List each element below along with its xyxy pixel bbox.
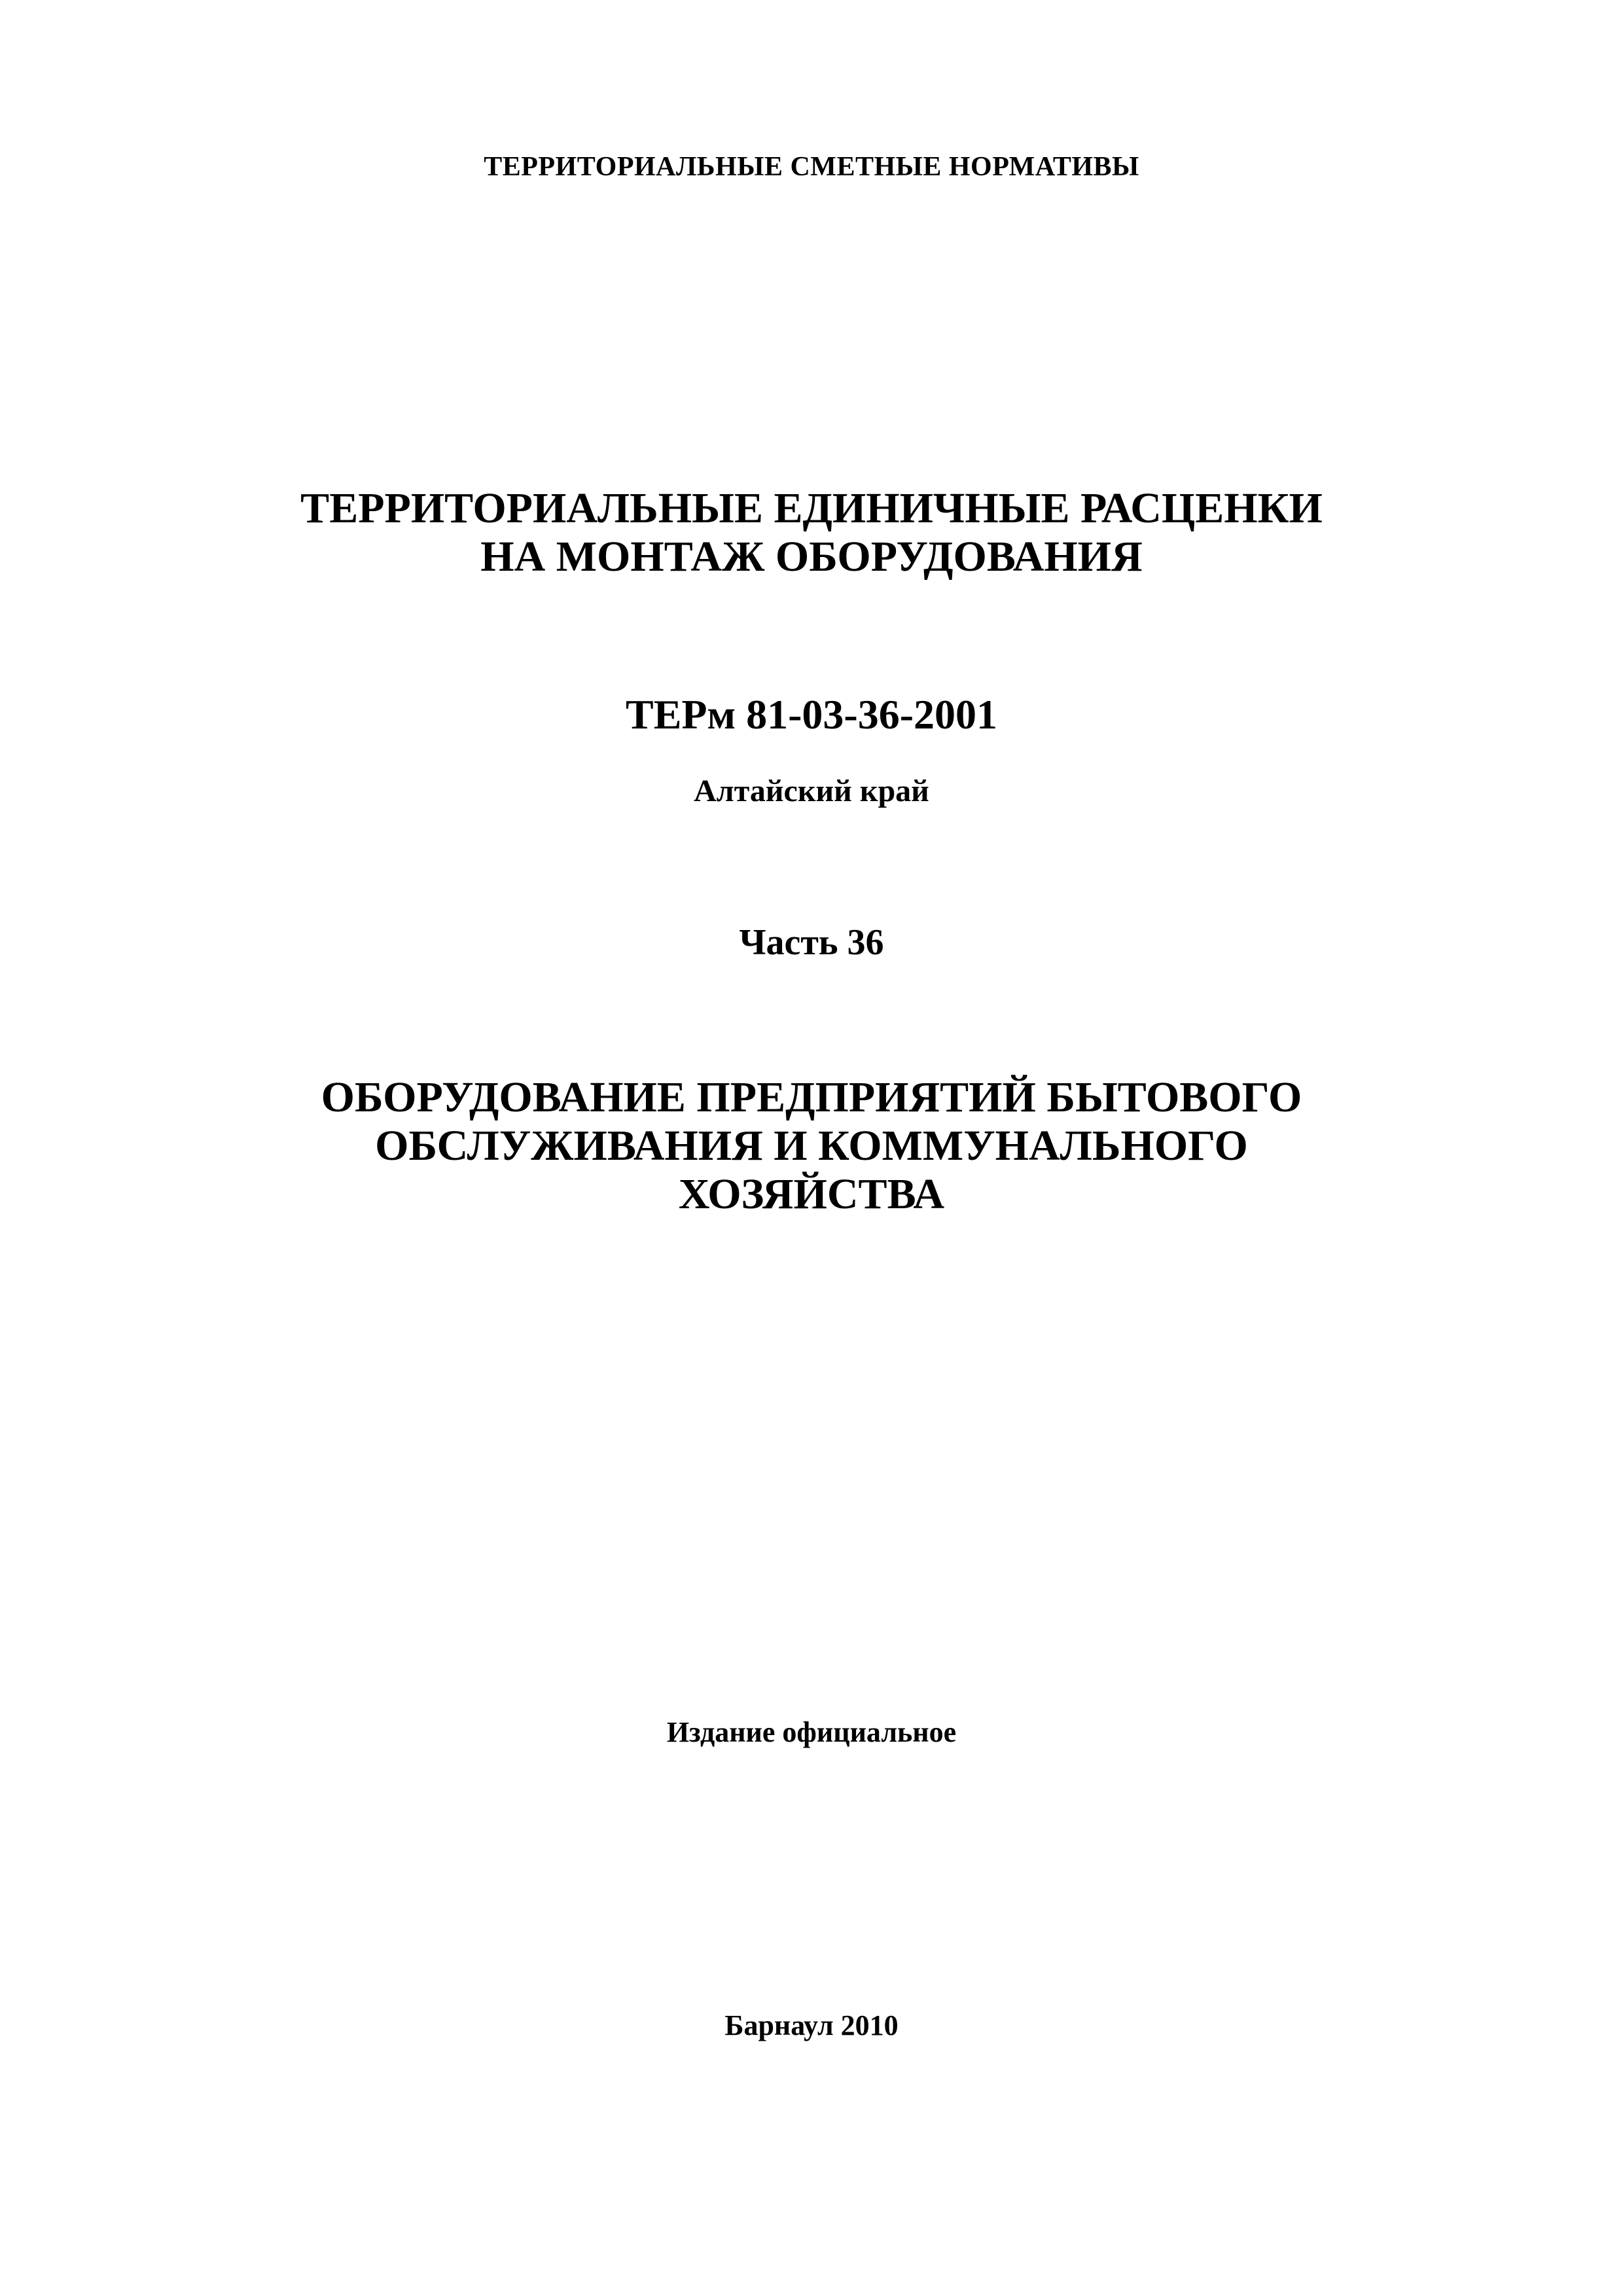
series-title: ТЕРРИТОРИАЛЬНЫЕ СМЕТНЫЕ НОРМАТИВЫ bbox=[484, 152, 1139, 182]
place-and-year: Барнаул 2010 bbox=[724, 2009, 899, 2041]
edition-label: Издание официальное bbox=[666, 1716, 957, 1748]
document-code: ТЕРм 81-03-36-2001 bbox=[626, 691, 997, 738]
region-name: Алтайский край bbox=[694, 774, 929, 808]
document-title bbox=[0, 484, 1623, 581]
part-number: Часть 36 bbox=[739, 922, 884, 963]
document-title-line-1: ТЕРРИТОРИАЛЬНЫЕ ЕДИНИЧНЫЕ РАСЦЕНКИ bbox=[300, 484, 1323, 532]
section-title-line-2: ОБСЛУЖИВАНИЯ И КОММУНАЛЬНОГО bbox=[375, 1122, 1248, 1170]
section-title-line-3: ХОЗЯЙСТВА bbox=[678, 1170, 945, 1218]
document-title-line-2: НА МОНТАЖ ОБОРУДОВАНИЯ bbox=[480, 533, 1143, 581]
section-title bbox=[0, 1073, 1623, 1219]
section-title-line-1: ОБОРУДОВАНИЕ ПРЕДПРИЯТИЙ БЫТОВОГО bbox=[321, 1073, 1302, 1121]
